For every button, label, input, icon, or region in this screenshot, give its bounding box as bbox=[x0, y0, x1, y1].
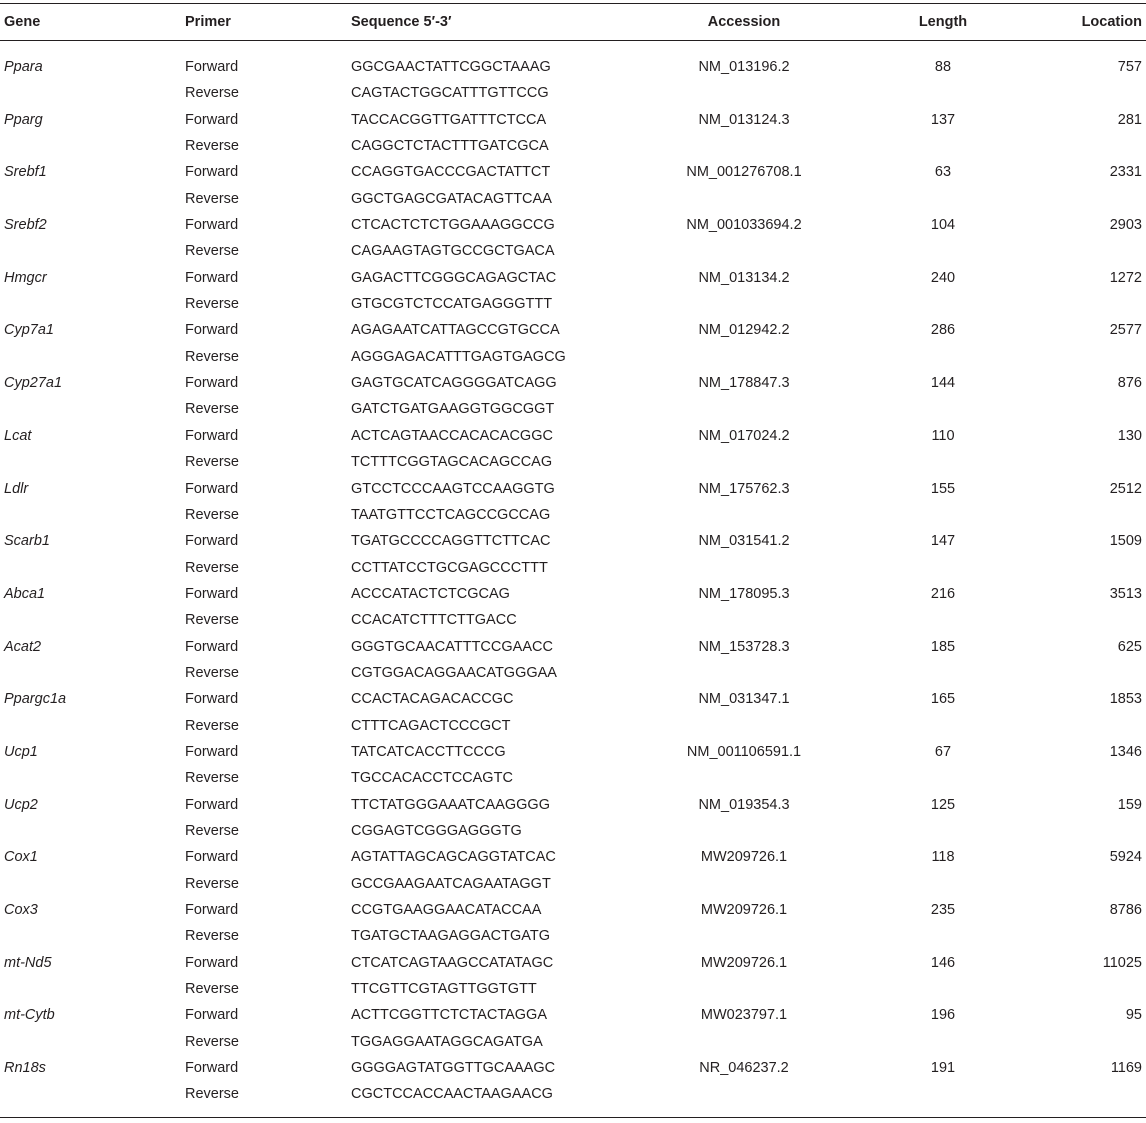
gene-name-empty bbox=[0, 291, 185, 317]
primer-direction: Forward bbox=[185, 111, 239, 128]
gene-name: Srebf1 bbox=[4, 164, 47, 181]
primer-location: 1509 bbox=[1109, 533, 1142, 550]
primer-direction: Reverse bbox=[185, 664, 239, 681]
forward-sequence: TACCACGGTTGATTTCTCCA bbox=[351, 111, 547, 128]
table-row-forward bbox=[0, 107, 1146, 133]
primer-direction: Reverse bbox=[185, 1086, 239, 1103]
reverse-sequence: GGCTGAGCGATACAGTTCAA bbox=[351, 190, 552, 207]
gene-name: Ucp1 bbox=[4, 743, 38, 760]
gene-name-empty bbox=[0, 607, 185, 633]
reverse-sequence: CAGAAGTAGTGCCGCTGACA bbox=[351, 243, 555, 260]
gene-name: mt-Cytb bbox=[4, 1007, 55, 1024]
primer-location: 625 bbox=[1117, 638, 1142, 655]
gene-name: Abca1 bbox=[4, 585, 46, 602]
gene-name-empty bbox=[0, 660, 185, 686]
length-empty bbox=[882, 765, 1004, 791]
primer-direction: Reverse bbox=[185, 401, 239, 418]
accession-empty bbox=[606, 133, 882, 159]
primer-location: 2512 bbox=[1109, 480, 1142, 497]
amplicon-length: 118 bbox=[931, 849, 955, 866]
table-row-forward bbox=[0, 792, 1146, 818]
accession-empty bbox=[606, 818, 882, 844]
length-empty bbox=[882, 502, 1004, 528]
accession-number: MW023797.1 bbox=[700, 1007, 788, 1024]
reverse-sequence: TAATGTTCCTCAGCCGCCAG bbox=[351, 506, 551, 523]
forward-sequence: TATCATCACCTTCCCG bbox=[351, 743, 506, 760]
table-row-forward bbox=[0, 950, 1146, 976]
location-empty bbox=[1004, 1029, 1146, 1055]
accession-empty bbox=[606, 976, 882, 1002]
reverse-sequence: CCACATCTTTCTTGACC bbox=[351, 612, 517, 629]
header-row bbox=[0, 3, 1146, 41]
primer-direction: Forward bbox=[185, 691, 239, 708]
primer-location: 1853 bbox=[1109, 691, 1142, 708]
primer-direction: Forward bbox=[185, 59, 239, 75]
gene-name-empty bbox=[0, 818, 185, 844]
amplicon-length: 165 bbox=[930, 691, 956, 708]
length-empty bbox=[882, 923, 1004, 949]
primer-location: 3513 bbox=[1109, 585, 1142, 602]
forward-sequence: GGGGAGTATGGTTGCAAAGC bbox=[351, 1060, 556, 1077]
accession-empty bbox=[606, 607, 882, 633]
accession-number: NM_178095.3 bbox=[698, 585, 790, 602]
length-empty bbox=[882, 1081, 1004, 1107]
accession-number: NR_046237.2 bbox=[699, 1060, 789, 1077]
accession-empty bbox=[606, 1081, 882, 1107]
reverse-sequence: TGGAGGAATAGGCAGATGA bbox=[351, 1033, 543, 1050]
accession-number: NM_153728.3 bbox=[698, 638, 790, 655]
primer-direction: Forward bbox=[185, 164, 239, 181]
primer-direction: Forward bbox=[185, 1007, 239, 1024]
forward-sequence: ACCCATACTCTCGCAG bbox=[351, 585, 510, 602]
gene-name-empty bbox=[0, 555, 185, 581]
accession-empty bbox=[606, 923, 882, 949]
primer-location: 2903 bbox=[1109, 217, 1142, 234]
reverse-sequence: CCTTATCCTGCGAGCCCTTT bbox=[351, 559, 548, 576]
accession-number: NM_001276708.1 bbox=[686, 164, 802, 181]
reverse-sequence: CAGTACTGGCATTTGTTCCG bbox=[351, 85, 549, 102]
accession-number: MW209726.1 bbox=[700, 954, 788, 971]
header-accession: Accession bbox=[707, 14, 781, 30]
location-empty bbox=[1004, 555, 1146, 581]
primer-direction: Forward bbox=[185, 480, 239, 497]
gene-name: Pparg bbox=[4, 111, 43, 128]
forward-sequence: CTCACTCTCTGGAAAGGCCG bbox=[351, 217, 555, 234]
primer-direction: Reverse bbox=[185, 822, 239, 839]
accession-number: NM_019354.3 bbox=[698, 796, 790, 813]
table-row-reverse bbox=[0, 502, 1146, 528]
location-empty bbox=[1004, 871, 1146, 897]
gene-name-empty bbox=[0, 923, 185, 949]
primer-direction: Reverse bbox=[185, 928, 239, 945]
table-row-reverse bbox=[0, 818, 1146, 844]
table-row-reverse bbox=[0, 923, 1146, 949]
location-empty bbox=[1004, 1081, 1146, 1107]
primer-direction: Reverse bbox=[185, 875, 239, 892]
forward-sequence: ACTCAGTAACCACACACGGC bbox=[351, 427, 553, 444]
gene-name: Acat2 bbox=[4, 638, 42, 655]
length-empty bbox=[882, 186, 1004, 212]
primer-table bbox=[0, 3, 1146, 1108]
table-row-forward bbox=[0, 41, 1146, 80]
accession-number: MW209726.1 bbox=[700, 849, 788, 866]
length-empty bbox=[882, 555, 1004, 581]
table-row-reverse bbox=[0, 1029, 1146, 1055]
amplicon-length: 144 bbox=[930, 375, 956, 392]
primer-direction: Reverse bbox=[185, 612, 239, 629]
primer-location: 757 bbox=[1117, 59, 1142, 75]
reverse-sequence: TGCCACACCTCCAGTC bbox=[351, 770, 513, 787]
accession-number: MW209726.1 bbox=[700, 902, 788, 918]
length-empty bbox=[882, 713, 1004, 739]
forward-sequence: CCAGGTGACCCGACTATTCT bbox=[351, 164, 551, 181]
amplicon-length: 155 bbox=[930, 480, 956, 497]
gene-name: Cyp27a1 bbox=[4, 375, 63, 392]
accession-empty bbox=[606, 1029, 882, 1055]
primer-direction: Reverse bbox=[185, 85, 239, 102]
table-row-reverse bbox=[0, 871, 1146, 897]
primer-direction: Forward bbox=[185, 796, 239, 813]
length-empty bbox=[882, 818, 1004, 844]
amplicon-length: 147 bbox=[930, 533, 956, 550]
table-row-reverse bbox=[0, 186, 1146, 212]
header-primer: Primer bbox=[185, 14, 231, 30]
primer-direction: Reverse bbox=[185, 770, 239, 787]
primer-direction: Forward bbox=[185, 427, 239, 444]
length-empty bbox=[882, 291, 1004, 317]
accession-empty bbox=[606, 555, 882, 581]
table-row-forward bbox=[0, 423, 1146, 449]
table-row-reverse bbox=[0, 976, 1146, 1002]
forward-sequence: GTCCTCCCAAGTCCAAGGTG bbox=[351, 480, 555, 497]
gene-name: Cyp7a1 bbox=[4, 322, 54, 339]
gene-name-empty bbox=[0, 344, 185, 370]
length-empty bbox=[882, 1029, 1004, 1055]
table-row-reverse bbox=[0, 713, 1146, 739]
table-row-forward bbox=[0, 159, 1146, 185]
location-empty bbox=[1004, 133, 1146, 159]
reverse-sequence: CGCTCCACCAACTAAGAACG bbox=[351, 1086, 553, 1103]
gene-name: Lcat bbox=[4, 427, 32, 444]
primer-direction: Reverse bbox=[185, 454, 239, 471]
gene-name: mt-Nd5 bbox=[4, 954, 52, 971]
gene-name: Ldlr bbox=[4, 480, 29, 497]
primer-direction: Reverse bbox=[185, 138, 239, 155]
amplicon-length: 240 bbox=[930, 269, 956, 286]
primer-direction: Reverse bbox=[185, 981, 239, 998]
accession-number: NM_012942.2 bbox=[698, 322, 790, 339]
header-gene: Gene bbox=[4, 14, 41, 30]
accession-empty bbox=[606, 765, 882, 791]
table-row-forward bbox=[0, 581, 1146, 607]
location-empty bbox=[1004, 238, 1146, 264]
accession-number: NM_031347.1 bbox=[698, 691, 790, 708]
table-row-forward bbox=[0, 844, 1146, 870]
table-row-forward bbox=[0, 1055, 1146, 1081]
accession-number: NM_001106591.1 bbox=[686, 743, 802, 760]
primer-direction: Forward bbox=[185, 1060, 239, 1077]
table-row-forward bbox=[0, 476, 1146, 502]
table-row-reverse bbox=[0, 1081, 1146, 1107]
accession-empty bbox=[606, 713, 882, 739]
primer-direction: Forward bbox=[185, 849, 239, 866]
primer-direction: Forward bbox=[185, 638, 239, 655]
amplicon-length: 104 bbox=[930, 217, 956, 234]
location-empty bbox=[1004, 291, 1146, 317]
accession-number: NM_013124.3 bbox=[698, 111, 790, 128]
table-row-forward bbox=[0, 212, 1146, 238]
header-location: Location bbox=[1081, 14, 1142, 30]
gene-name-empty bbox=[0, 186, 185, 212]
length-empty bbox=[882, 449, 1004, 475]
primer-direction: Forward bbox=[185, 902, 239, 918]
primer-location: 876 bbox=[1117, 375, 1142, 392]
gene-name-empty bbox=[0, 1029, 185, 1055]
accession-empty bbox=[606, 871, 882, 897]
gene-name: Rn18s bbox=[4, 1060, 46, 1077]
gene-name: Ppargc1a bbox=[4, 691, 67, 708]
table-row-reverse bbox=[0, 80, 1146, 106]
accession-empty bbox=[606, 449, 882, 475]
length-empty bbox=[882, 80, 1004, 106]
location-empty bbox=[1004, 713, 1146, 739]
amplicon-length: 146 bbox=[930, 954, 956, 971]
table-row-forward bbox=[0, 1002, 1146, 1028]
gene-name-empty bbox=[0, 80, 185, 106]
gene-name-empty bbox=[0, 1081, 185, 1107]
gene-name-empty bbox=[0, 502, 185, 528]
forward-sequence: GAGACTTCGGGCAGAGCTAC bbox=[351, 269, 557, 286]
forward-sequence: GGGTGCAACATTTCCGAACC bbox=[351, 638, 553, 655]
header-sequence: Sequence 5′-3′ bbox=[351, 14, 452, 30]
primer-location: 2577 bbox=[1109, 322, 1142, 339]
primer-direction: Reverse bbox=[185, 1033, 239, 1050]
table-row-reverse bbox=[0, 660, 1146, 686]
gene-name-empty bbox=[0, 976, 185, 1002]
table-row-forward bbox=[0, 370, 1146, 396]
table-row-reverse bbox=[0, 344, 1146, 370]
accession-number: NM_013196.2 bbox=[698, 59, 790, 75]
primer-direction: Forward bbox=[185, 322, 239, 339]
accession-empty bbox=[606, 660, 882, 686]
forward-sequence: CCGTGAAGGAACATACCAA bbox=[351, 902, 542, 918]
amplicon-length: 110 bbox=[931, 427, 955, 444]
table-row-forward bbox=[0, 897, 1146, 923]
primer-location: 1169 bbox=[1110, 1060, 1142, 1077]
gene-name: Cox3 bbox=[4, 902, 38, 918]
header-length: Length bbox=[918, 14, 968, 30]
reverse-sequence: AGGGAGACATTTGAGTGAGCG bbox=[351, 348, 566, 365]
primer-location: 2331 bbox=[1109, 164, 1142, 181]
forward-sequence: CTCATCAGTAAGCCATATAGC bbox=[351, 954, 554, 971]
table-body bbox=[0, 41, 1146, 1108]
amplicon-length: 196 bbox=[930, 1007, 956, 1024]
table-row-reverse bbox=[0, 765, 1146, 791]
accession-empty bbox=[606, 238, 882, 264]
table-row-reverse bbox=[0, 133, 1146, 159]
gene-name: Cox1 bbox=[4, 849, 38, 866]
primer-location: 1346 bbox=[1109, 743, 1142, 760]
length-empty bbox=[882, 396, 1004, 422]
primer-location: 1272 bbox=[1109, 269, 1142, 286]
amplicon-length: 235 bbox=[930, 902, 956, 918]
amplicon-length: 63 bbox=[934, 164, 952, 181]
primer-direction: Reverse bbox=[185, 190, 239, 207]
table-row-forward bbox=[0, 317, 1146, 343]
accession-empty bbox=[606, 186, 882, 212]
reverse-sequence: GCCGAAGAATCAGAATAGGT bbox=[351, 875, 551, 892]
accession-empty bbox=[606, 80, 882, 106]
location-empty bbox=[1004, 80, 1146, 106]
amplicon-length: 137 bbox=[930, 111, 956, 128]
primer-direction: Reverse bbox=[185, 348, 239, 365]
location-empty bbox=[1004, 607, 1146, 633]
length-empty bbox=[882, 976, 1004, 1002]
accession-number: NM_017024.2 bbox=[698, 427, 790, 444]
reverse-sequence: CGTGGACAGGAACATGGGAA bbox=[351, 664, 557, 681]
table-row-reverse bbox=[0, 555, 1146, 581]
primer-direction: Forward bbox=[185, 217, 239, 234]
primer-direction: Forward bbox=[185, 743, 239, 760]
table-row-reverse bbox=[0, 238, 1146, 264]
gene-name-empty bbox=[0, 238, 185, 264]
primer-direction: Forward bbox=[185, 533, 239, 550]
forward-sequence: GAGTGCATCAGGGGATCAGG bbox=[351, 375, 557, 392]
location-empty bbox=[1004, 396, 1146, 422]
amplicon-length: 216 bbox=[930, 585, 956, 602]
location-empty bbox=[1004, 449, 1146, 475]
accession-number: NM_175762.3 bbox=[698, 480, 790, 497]
table-row-forward bbox=[0, 686, 1146, 712]
accession-number: NM_178847.3 bbox=[698, 375, 790, 392]
primer-location: 130 bbox=[1117, 427, 1142, 444]
forward-sequence: TTCTATGGGAAATCAAGGGG bbox=[351, 796, 550, 813]
forward-sequence: CCACTACAGACACCGC bbox=[351, 691, 514, 708]
gene-name: Scarb1 bbox=[4, 533, 50, 550]
table-row-reverse bbox=[0, 607, 1146, 633]
reverse-sequence: CAGGCTCTACTTTGATCGCA bbox=[351, 138, 549, 155]
location-empty bbox=[1004, 186, 1146, 212]
primer-location: 159 bbox=[1117, 796, 1142, 813]
primer-direction: Reverse bbox=[185, 559, 239, 576]
table-row-reverse bbox=[0, 291, 1146, 317]
location-empty bbox=[1004, 502, 1146, 528]
accession-empty bbox=[606, 396, 882, 422]
table-row-forward bbox=[0, 265, 1146, 291]
gene-name-empty bbox=[0, 396, 185, 422]
forward-sequence: GGCGAACTATTCGGCTAAAG bbox=[351, 59, 551, 75]
primer-direction: Reverse bbox=[185, 243, 239, 260]
primer-direction: Forward bbox=[185, 375, 239, 392]
location-empty bbox=[1004, 976, 1146, 1002]
primer-location: 8786 bbox=[1109, 902, 1142, 918]
location-empty bbox=[1004, 765, 1146, 791]
reverse-sequence: TCTTTCGGTAGCACAGCCAG bbox=[351, 454, 553, 471]
gene-name: Ucp2 bbox=[4, 796, 38, 813]
forward-sequence: TGATGCCCCAGGTTCTTCAC bbox=[351, 533, 551, 550]
reverse-sequence: TTCGTTCGTAGTTGGTGTT bbox=[351, 981, 537, 998]
primer-direction: Reverse bbox=[185, 506, 239, 523]
amplicon-length: 185 bbox=[930, 638, 956, 655]
location-empty bbox=[1004, 660, 1146, 686]
primer-direction: Reverse bbox=[185, 717, 239, 734]
reverse-sequence: CTTTCAGACTCCCGCT bbox=[351, 717, 511, 734]
primer-location: 5924 bbox=[1109, 849, 1142, 866]
table-row-forward bbox=[0, 528, 1146, 554]
gene-name: Srebf2 bbox=[4, 217, 47, 234]
length-empty bbox=[882, 238, 1004, 264]
forward-sequence: ACTTCGGTTCTCTACTAGGA bbox=[351, 1007, 548, 1024]
gene-name-empty bbox=[0, 713, 185, 739]
length-empty bbox=[882, 344, 1004, 370]
accession-empty bbox=[606, 502, 882, 528]
accession-empty bbox=[606, 291, 882, 317]
primer-location: 95 bbox=[1125, 1007, 1142, 1024]
forward-sequence: AGAGAATCATTAGCCGTGCCA bbox=[351, 322, 560, 339]
amplicon-length: 67 bbox=[934, 743, 952, 760]
gene-name-empty bbox=[0, 449, 185, 475]
location-empty bbox=[1004, 818, 1146, 844]
reverse-sequence: GTGCGTCTCCATGAGGGTTT bbox=[351, 296, 553, 313]
amplicon-length: 125 bbox=[930, 796, 956, 813]
amplicon-length: 286 bbox=[930, 322, 956, 339]
location-empty bbox=[1004, 923, 1146, 949]
reverse-sequence: CGGAGTCGGGAGGGTG bbox=[351, 822, 522, 839]
accession-number: NM_001033694.2 bbox=[686, 217, 802, 234]
accession-number: NM_013134.2 bbox=[698, 269, 790, 286]
amplicon-length: 88 bbox=[934, 59, 952, 75]
length-empty bbox=[882, 871, 1004, 897]
forward-sequence: AGTATTAGCAGCAGGTATCAC bbox=[351, 849, 556, 866]
table-row-reverse bbox=[0, 396, 1146, 422]
gene-name-empty bbox=[0, 765, 185, 791]
primer-direction: Forward bbox=[185, 585, 239, 602]
gene-name: Ppara bbox=[4, 59, 43, 75]
primer-location: 11025 bbox=[1102, 954, 1142, 971]
primer-location: 281 bbox=[1117, 111, 1142, 128]
location-empty bbox=[1004, 344, 1146, 370]
reverse-sequence: GATCTGATGAAGGTGGCGGT bbox=[351, 401, 555, 418]
gene-name: Hmgcr bbox=[4, 269, 47, 286]
gene-name-empty bbox=[0, 133, 185, 159]
accession-empty bbox=[606, 344, 882, 370]
table-row-forward bbox=[0, 634, 1146, 660]
length-empty bbox=[882, 133, 1004, 159]
table-header bbox=[0, 3, 1146, 41]
length-empty bbox=[882, 660, 1004, 686]
length-empty bbox=[882, 607, 1004, 633]
table-row-reverse bbox=[0, 449, 1146, 475]
reverse-sequence: TGATGCTAAGAGGACTGATG bbox=[351, 928, 550, 945]
table-bottom-rule bbox=[0, 1117, 1146, 1118]
table-row-forward bbox=[0, 739, 1146, 765]
amplicon-length: 191 bbox=[930, 1060, 956, 1077]
primer-direction: Reverse bbox=[185, 296, 239, 313]
accession-number: NM_031541.2 bbox=[698, 533, 790, 550]
primer-direction: Forward bbox=[185, 954, 239, 971]
gene-name-empty bbox=[0, 871, 185, 897]
primer-direction: Forward bbox=[185, 269, 239, 286]
